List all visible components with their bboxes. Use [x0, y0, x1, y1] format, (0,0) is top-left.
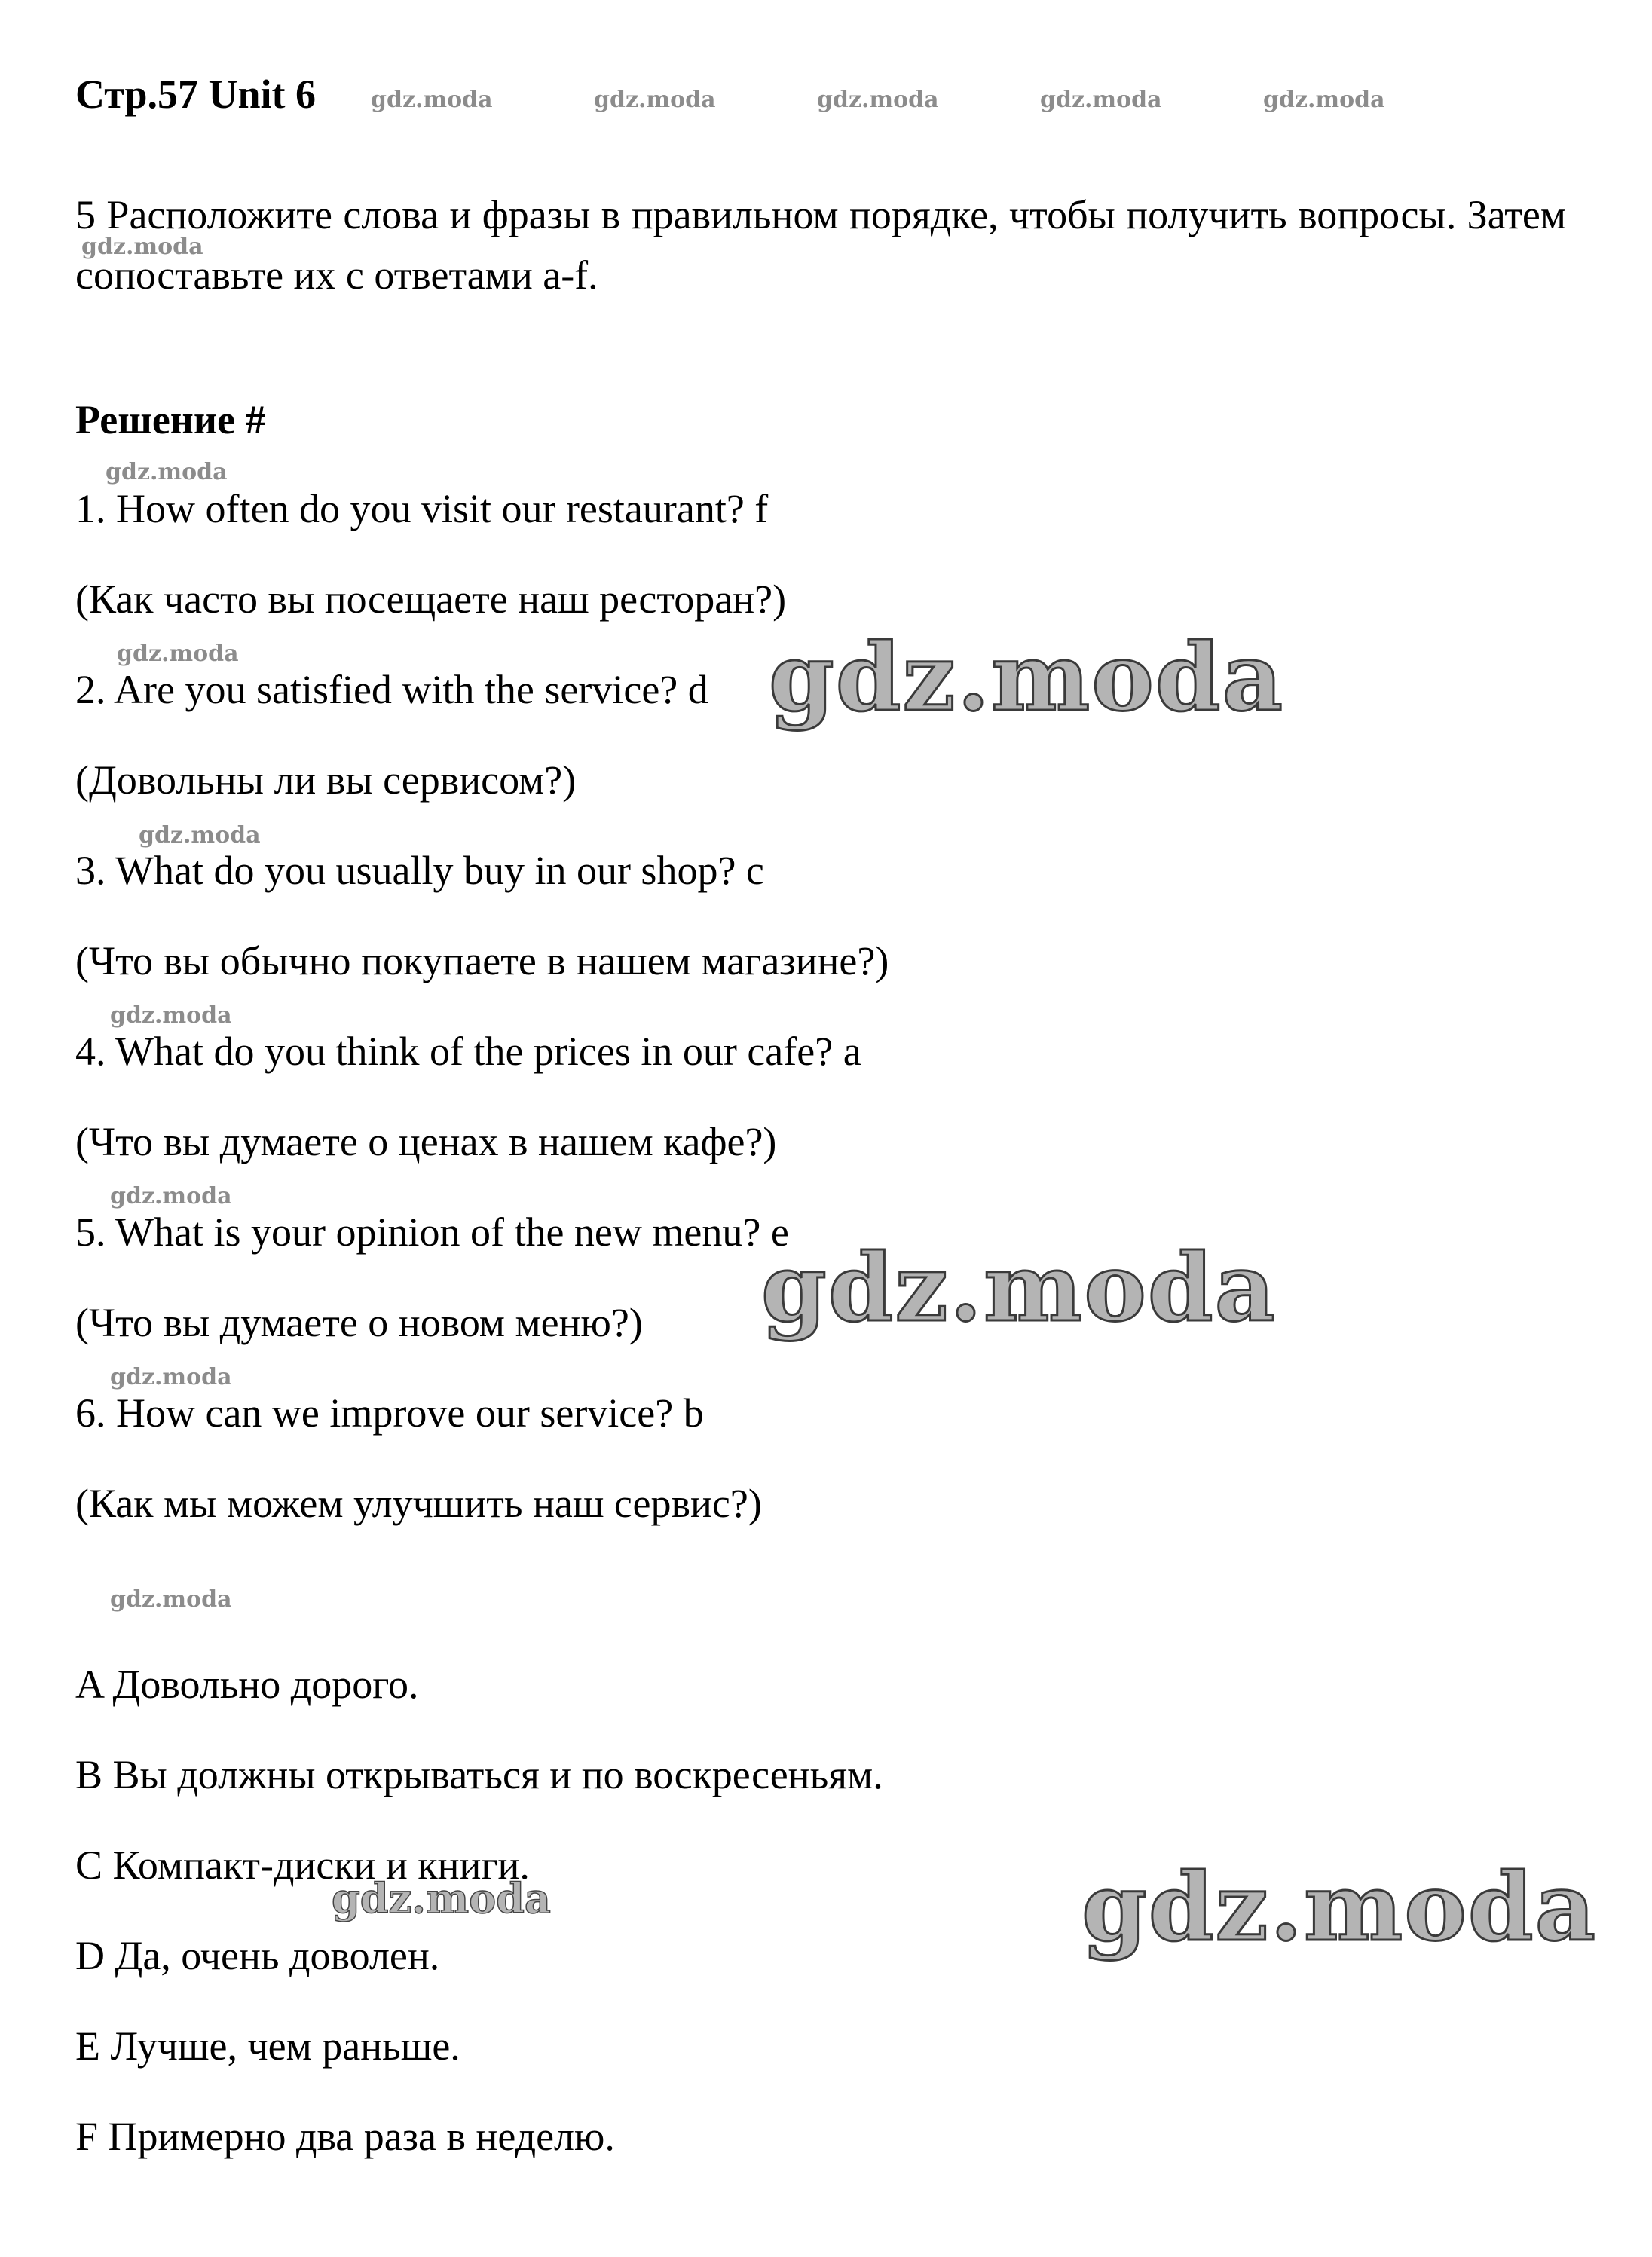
- question-5: 5. What is your opinion of the new menu? e: [75, 1210, 789, 1255]
- watermark-large: gdz.moda: [1081, 1853, 1597, 1962]
- watermark: gdz.moda: [110, 1002, 232, 1029]
- translation-1: (Как часто вы посещаете наш ресторан?): [75, 576, 787, 622]
- answer-c: C Компакт-диски и книги.: [75, 1843, 530, 1888]
- watermark: gdz.moda: [106, 459, 228, 485]
- question-3: 3. What do you usually buy in our shop? c: [75, 848, 764, 893]
- question-6: 6. How can we improve our service? b: [75, 1390, 704, 1436]
- answer-f: F Примерно два раза в неделю.: [75, 2114, 615, 2159]
- question-1: 1. How often do you visit our restaurant? f: [75, 486, 769, 531]
- question-4: 4. What do you think of the prices in our cafe? a: [75, 1029, 861, 1074]
- answer-e: E Лучше, чем раньше.: [75, 2023, 460, 2069]
- watermark-large: gdz.moda: [769, 623, 1284, 732]
- translation-4: (Что вы думаете о ценах в нашем кафе?): [75, 1119, 777, 1164]
- answer-b: B Вы должны открываться и по воскресеньям.: [75, 1752, 883, 1797]
- page-title: Стр.57 Unit 6: [75, 72, 317, 117]
- watermark: gdz.moda: [139, 822, 261, 849]
- watermark: gdz.moda: [371, 87, 493, 113]
- watermark: gdz.moda: [1263, 87, 1385, 113]
- watermark-large: gdz.moda: [761, 1234, 1277, 1343]
- question-2: 2. Are you satisfied with the service? d: [75, 667, 708, 712]
- watermark-medium: gdz.moda: [332, 1874, 551, 1922]
- watermark: gdz.moda: [817, 87, 939, 113]
- task-text: 5 Расположите слова и фразы в правильном порядке, чтобы получить вопросы. Затем сопоставьте их с ответами a-f.: [75, 192, 1566, 298]
- translation-3: (Что вы обычно покупаете в нашем магазине?): [75, 938, 889, 983]
- watermark: gdz.moda: [81, 234, 203, 260]
- translation-2: (Довольны ли вы сервисом?): [75, 757, 577, 803]
- watermark: gdz.moda: [594, 87, 716, 113]
- watermark: gdz.moda: [110, 1364, 232, 1390]
- translation-6: (Как мы можем улучшить наш сервис?): [75, 1481, 762, 1526]
- watermark: gdz.moda: [1040, 87, 1162, 113]
- watermark: gdz.moda: [110, 1183, 232, 1210]
- translation-5: (Что вы думаете о новом меню?): [75, 1300, 643, 1345]
- watermark: gdz.moda: [110, 1586, 232, 1613]
- watermark: gdz.moda: [117, 641, 239, 667]
- answer-d: D Да, очень доволен.: [75, 1933, 440, 1978]
- solution-heading: Решение #: [75, 397, 266, 442]
- answer-a: A Довольно дорого.: [75, 1662, 419, 1707]
